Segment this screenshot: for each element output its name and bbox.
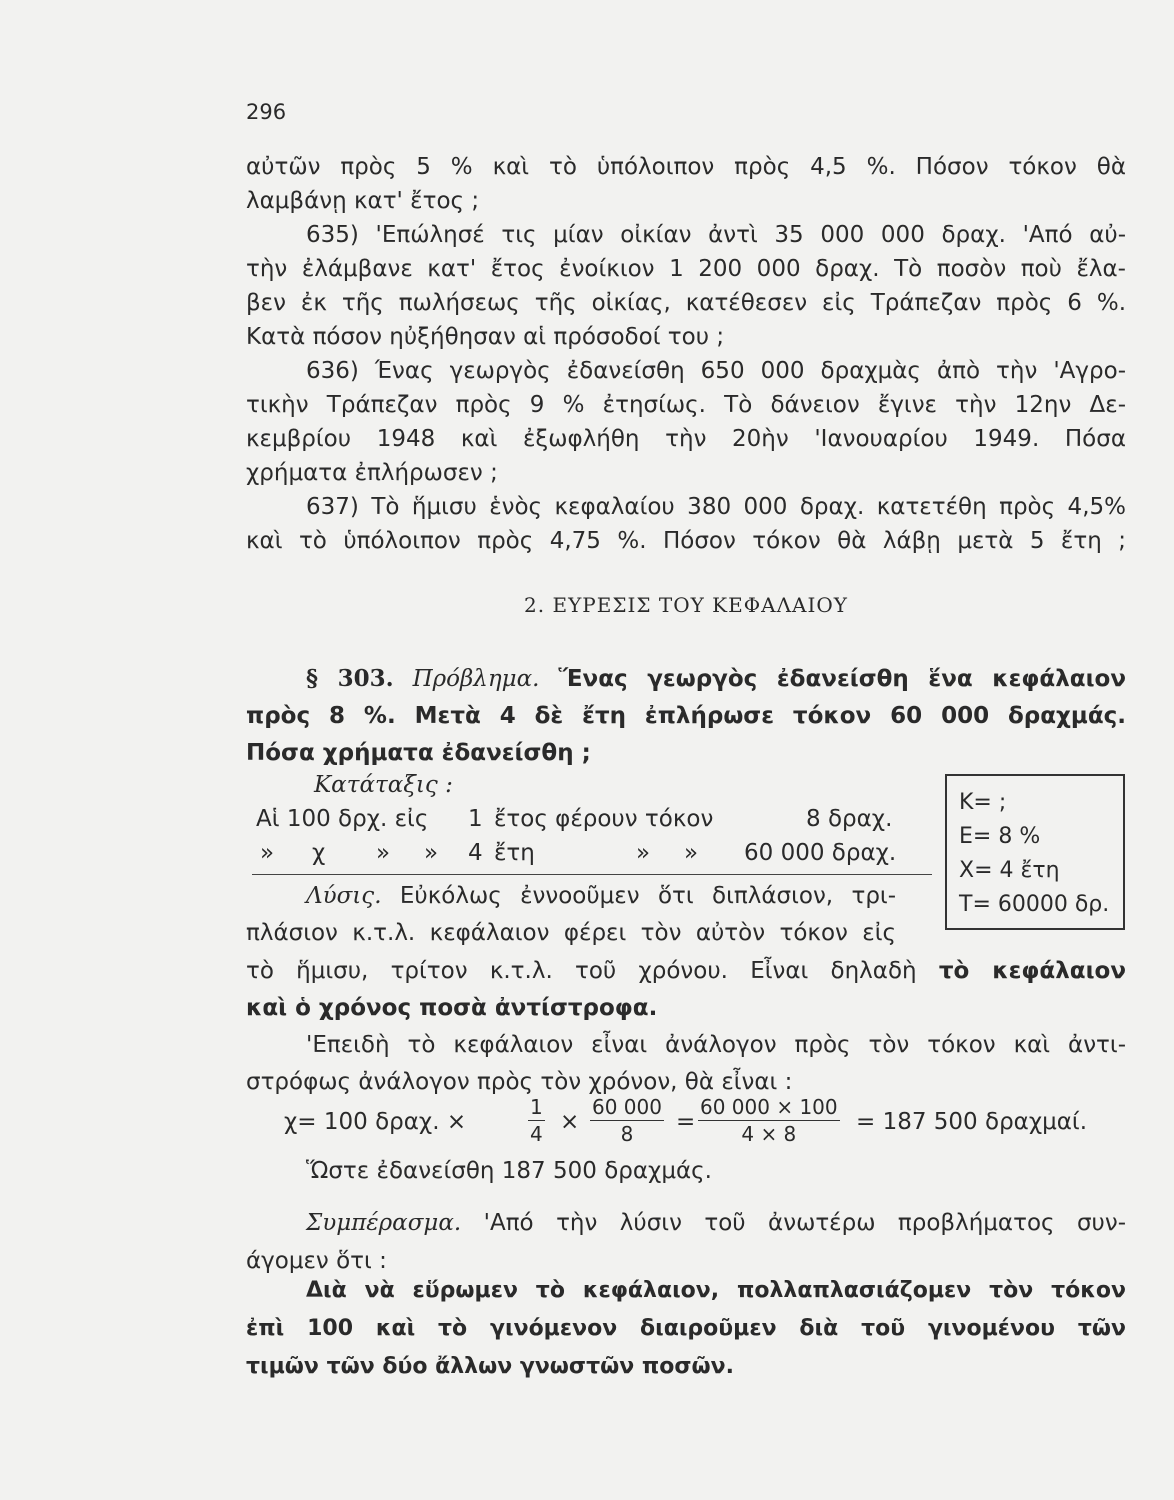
given-values-box <box>945 774 1125 930</box>
rule-line: ἐπὶ 100 καὶ τὸ γινόμενον διαιροῦμεν διὰ τοῦ γινομένου τῶν <box>246 1316 1126 1341</box>
katataxis-table <box>256 772 916 874</box>
lysis-bold-line: καὶ ὁ χρόνος ποσὰ ἀντίστροφα. <box>246 995 658 1021</box>
lysis-continued <box>246 953 1126 1101</box>
conclusion-block <box>246 1152 1126 1280</box>
row2-quote: » <box>684 840 699 866</box>
rule-block <box>246 1272 1126 1386</box>
katataxis-row-2 <box>256 840 916 874</box>
row2-b: 4 <box>468 840 483 866</box>
text-line: κεμβρίου 1948 καὶ ἐξωφλήθη τὴν 20ὴν 'Ιανουαρίου 1949. Πόσα <box>246 426 1126 452</box>
section-number: § 303. <box>306 665 394 692</box>
row2-quote: » <box>260 840 275 866</box>
exercise-635-line: 635) 'Επώλησέ τις μίαν οἰκίαν ἀντὶ 35 000 000 δραχ. 'Από αὐ- <box>306 222 1126 248</box>
text-line: αὐτῶν πρὸς 5 % καὶ τὸ ὑπόλοιπον πρὸς 4,5 %. Πόσον τόκον θὰ <box>246 154 1126 180</box>
formula-lhs: χ= 100 δραχ. × <box>284 1109 467 1135</box>
formula-eq: = <box>676 1109 696 1135</box>
fraction-1-4: $\frac{1}{4}$ <box>530 1095 543 1146</box>
conclusion-line: Ὥστε ἐδανείσθη 187 500 δραχμάς. <box>306 1158 712 1184</box>
page-number: 296 <box>246 100 287 124</box>
symperasma-line <box>246 1204 1126 1242</box>
exercise-636-line: 636) Ένας γεωργὸς ἐδανείσθη 650 000 δραχμὰς ἀπὸ τὴν 'Αγρο- <box>306 358 1126 384</box>
lysis-text: Εὐκόλως ἐννοοῦμεν ὅτι διπλάσιον, τρι- <box>399 883 896 909</box>
row1-b: 1 <box>468 806 483 832</box>
problem-line <box>246 660 1126 698</box>
reasoning-line: στρόφως ἀνάλογον πρὸς τὸν χρόνον, θὰ εἶναι : <box>246 1069 793 1095</box>
exercise-637-line: 637) Τὸ ἥμισυ ἑνὸς κεφαλαίου 380 000 δραχ. κατετέθη πρὸς 4,5% <box>306 494 1126 520</box>
section-heading: 2. ΕΥΡΕΣΙΣ ΤΟΥ ΚΕΦΑΛΑΙΟΥ <box>524 593 848 617</box>
text-line: τικὴν Τράπεζαν πρὸς 9 % ἐτησίως. Τὸ δάνειον ἔγινε τὴν 12ην Δε- <box>246 392 1126 418</box>
row1-a: Αἱ 100 δρχ. εἰς <box>256 806 429 832</box>
text-line: Κατὰ πόσον ηὐξήθησαν αἱ πρόσοδοί του ; <box>246 324 725 350</box>
text-line: βεν ἐκ τῆς πωλήσεως τῆς οἰκίας, κατέθεσεν εἰς Τράπεζαν πρὸς 6 %. <box>246 290 1126 316</box>
row2-quote: » <box>636 840 651 866</box>
problem-text: Ἕνας γεωργὸς ἐδανείσθη ἕνα κεφάλαιον <box>558 666 1126 692</box>
box-line: K= ; <box>959 790 1007 815</box>
lysis-bold: τὸ κεφάλαιον <box>938 958 1126 984</box>
problem-statement <box>246 660 1126 772</box>
reasoning-line: 'Επειδὴ τὸ κεφάλαιον εἶναι ἀνάλογον πρὸς τὸν τόκον καὶ ἀντι- <box>306 1032 1126 1058</box>
row1-c: ἔτος φέρουν τόκον <box>494 806 714 832</box>
formula-result: = 187 500 δραχμαί. <box>856 1109 1088 1135</box>
rule-line: τιμῶν τῶν δύο ἄλλων γνωστῶν ποσῶν. <box>246 1354 734 1379</box>
row2-x: χ <box>312 840 326 866</box>
box-line: X= 4 ἔτη <box>959 858 1060 883</box>
row2-d: 60 000 δραχ. <box>744 840 897 866</box>
text-line: τὴν ἐλάμβανε κατ' ἔτος ἐνοίκιον 1 200 000 δραχ. Τὸ ποσὸν ποὺ ἔλα- <box>246 256 1126 282</box>
katataxis-rule <box>252 874 932 875</box>
fraction-60000-8: $\frac{60 000}{8}$ <box>592 1095 662 1146</box>
row1-d: 8 δραχ. <box>806 806 893 832</box>
lysis-narrow <box>246 878 896 952</box>
exercises-block <box>246 150 1126 558</box>
lysis-line <box>246 878 896 915</box>
box-line: E= 8 % <box>959 824 1041 849</box>
lysis-text: τὸ ἥμισυ, τρίτον κ.τ.λ. τοῦ χρόνου. Εἶναι δηλαδὴ <box>246 958 917 984</box>
row2-quote: » <box>424 840 439 866</box>
lysis-label: Λύσις. <box>306 883 382 909</box>
katataxis-row-1 <box>256 806 916 840</box>
lysis-line <box>246 953 1126 990</box>
katataxis-label: Κατάταξις : <box>314 772 453 798</box>
symperasma-text: 'Από τὴν λύσιν τοῦ ἀνωτέρω προβλήματος συν- <box>483 1210 1126 1236</box>
symperasma-line: άγομεν ὅτι : <box>246 1248 387 1274</box>
katataxis-label-row <box>256 772 916 806</box>
box-line: T= 60000 δρ. <box>959 892 1110 917</box>
formula <box>284 1095 1124 1155</box>
formula-times: × <box>560 1109 580 1135</box>
text-line: χρήματα ἐπλήρωσεν ; <box>246 460 498 486</box>
text-line: λαμβάνῃ κατ' ἔτος ; <box>246 188 480 214</box>
row2-c: ἔτη <box>494 840 535 866</box>
problem-label: Πρόβλημα. <box>412 666 540 692</box>
problem-line: Πόσα χρήματα ἐδανείσθη ; <box>246 740 591 766</box>
symperasma-label: Συμπέρασμα. <box>306 1210 462 1236</box>
row2-quote: » <box>376 840 391 866</box>
rule-line: Διὰ νὰ εὕρωμεν τὸ κεφάλαιον, πολλαπλασιάζομεν τὸν τόκον <box>306 1278 1126 1303</box>
text-line: καὶ τὸ ὑπόλοιπον πρὸς 4,75 %. Πόσον τόκον θὰ λάβῃ μετὰ 5 ἔτη ; <box>246 528 1126 554</box>
problem-line: πρὸς 8 %. Μετὰ 4 δὲ ἔτη ἐπλήρωσε τόκον 60 000 δραχμάς. <box>246 703 1126 729</box>
fraction-product: $\frac{60 000 \times 100}{4 \times 8}$ <box>700 1095 838 1146</box>
lysis-line: πλάσιον κ.τ.λ. κεφάλαιον φέρει τὸν αὐτὸν τόκον εἰς <box>246 920 896 946</box>
